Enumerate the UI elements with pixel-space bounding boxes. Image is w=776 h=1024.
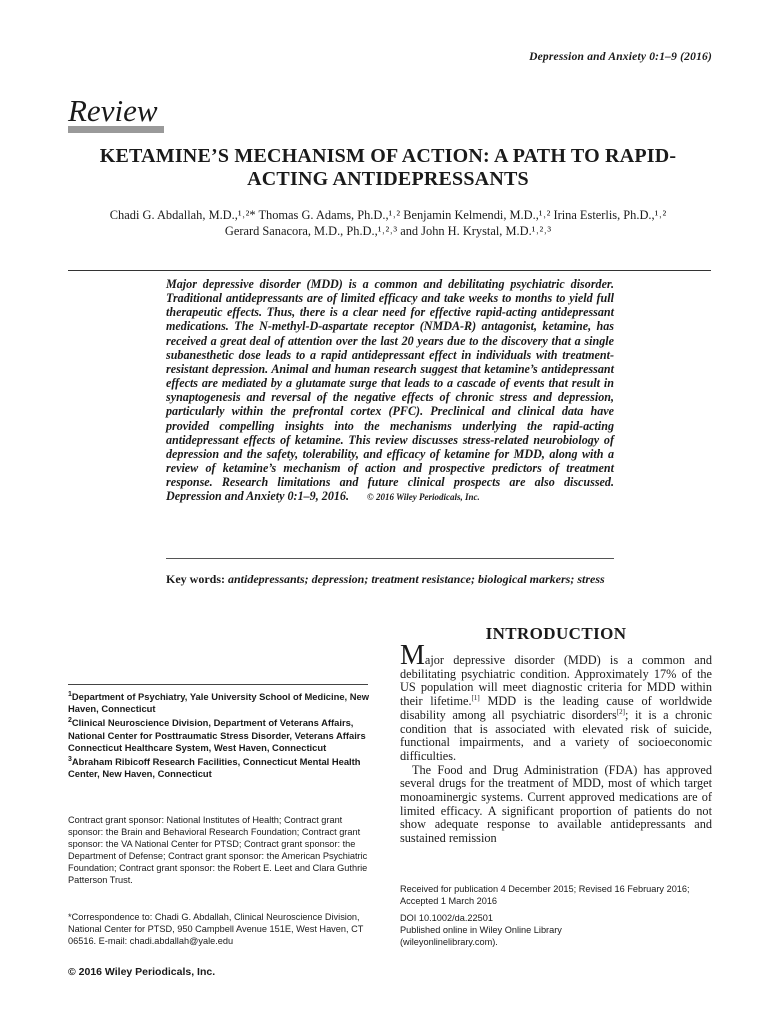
grant-sponsors: Contract grant sponsor: National Institutes of Health; Contract grant sponsor: the Brain and Behavioral Research Foundation; Contract grant sponsor: the VA National Center for PTSD; Contract grant sponsor: the Department of Defense; Contract grant sponsor: the American Psychiatric Foundation; Contract grant sponsor: the Robert E. Leet and Clara Guthrie Patterson Trust. — [68, 815, 368, 885]
author-line-2: Gerard Sanacora, M.D., Ph.D.,¹˒²˒³ and John H. Krystal, M.D.¹˒²˒³ — [224, 224, 552, 238]
journal-running-header: Depression and Anxiety 0:1–9 (2016) — [529, 51, 712, 63]
drop-cap: M — [400, 640, 425, 671]
author-line-1: Chadi G. Abdallah, M.D.,¹˒²* Thomas G. Adams, Ph.D.,¹˒² Benjamin Kelmendi, M.D.,¹˒² Irina Esterlis, Ph.D.,¹˒² — [109, 208, 667, 222]
article-title: KETAMINE’S MECHANISM OF ACTION: A PATH TO RAPID-ACTING ANTIDEPRESSANTS — [99, 145, 677, 190]
introduction-text-b: MDD is the leading cause of worldwide disability among all psychiatric disorders — [400, 694, 712, 722]
introduction-heading: INTRODUCTION — [485, 624, 627, 643]
introduction-body — [400, 640, 712, 846]
affiliation-2 — [68, 715, 374, 753]
author-list — [70, 207, 706, 239]
published-online-line-1: Published online in Wiley Online Library — [400, 925, 562, 935]
keywords — [166, 572, 614, 587]
affiliation-3 — [68, 754, 374, 780]
introduction-paragraph-1 — [400, 640, 712, 764]
keywords-label: Key words: — [166, 572, 225, 586]
affiliations — [68, 689, 374, 780]
doi[interactable]: DOI 10.1002/da.22501 — [400, 913, 493, 923]
introduction-text-a: ajor depressive disorder (MDD) is a common and debilitating psychiatric condition. Approximately 17% of the US population will meet diagnostic criteria for MDD within their lifetime. — [400, 653, 712, 709]
published-online-line-2: (wileyonlinelibrary.com). — [400, 937, 498, 947]
introduction-paragraph-2: The Food and Drug Administration (FDA) has approved several drugs for the treatment of MDD, most of which target monoaminergic systems. Current approved medications are of limited efficacy. A significant proportion of patients do not show adequate response to available antidepressants and sustained remission — [400, 762, 712, 846]
abstract — [166, 277, 614, 505]
footnote-divider — [68, 684, 368, 685]
affiliation-number: 1 — [68, 691, 72, 698]
reference-1[interactable]: [1] — [471, 694, 480, 703]
introduction-text-c: ; it is a chronic condition that is associated with elevated risk of suicide, functional impairments, and a variety of socioeconomic difficulties. — [400, 707, 712, 763]
footer-copyright: © 2016 Wiley Periodicals, Inc. — [68, 966, 216, 978]
section-label: Review — [68, 96, 164, 133]
affiliation-number: 3 — [68, 755, 72, 763]
received-dates: Received for publication 4 December 2015; Revised 16 February 2016; Accepted 1 March 2016 — [400, 884, 690, 906]
affiliation-1 — [68, 689, 374, 715]
abstract-copyright: © 2016 Wiley Periodicals, Inc. — [366, 492, 480, 503]
title-divider — [68, 270, 711, 271]
abstract-divider — [166, 558, 614, 559]
reference-2[interactable]: [2] — [616, 707, 625, 716]
abstract-text: Major depressive disorder (MDD) is a common and debilitating psychiatric disorder. Traditional antidepressants are of limited efficacy and take weeks to months to yield full therapeutic effects. Thus, there is a clear need for effective rapid-acting antidepressant medications. The N-methyl-D-aspartate receptor (NMDA-R) antagonist, ketamine, has received a great deal of attention over the last 20 years due to the discovery that a single subanesthetic dose leads to a rapid antidepressant effect in individuals with treatment-resistant depression. Animal and human research suggest that ketamine’s antidepressant effects are mediated by a glutamate surge that leads to a cascade of events that result in synaptogenesis and reversal of the negative effects of chronic stress and depression, particularly within the prefrontal cortex (PFC). Preclinical and clinical data have provided compelling insights into the mechanisms underlying the rapid-acting antidepressant effects of ketamine. This review discusses stress-related neurobiology of depression and the safety, tolerability, and efficacy of ketamine for MDD, along with a review of ketamine’s mechanism of action and prospective predictors of treatment response. Research limitations and future clinical prospects are also discussed. Depression and Anxiety 0:1–9, 2016. — [166, 277, 614, 504]
affiliation-text: Abraham Ribicoff Research Facilities, Connecticut Mental Health Center, New Haven, Connecticut — [68, 755, 361, 779]
keywords-text: antidepressants; depression; treatment resistance; biological markers; stress — [228, 572, 605, 586]
correspondence: *Correspondence to: Chadi G. Abdallah, Clinical Neuroscience Division, National Center for PTSD, 950 Campbell Avenue 151E, West Haven, CT 06516. E-mail: chadi.abdallah@yale.edu — [68, 912, 364, 946]
affiliation-number: 2 — [68, 717, 72, 725]
publication-info — [400, 912, 714, 948]
affiliation-text: Clinical Neuroscience Division, Department of Veterans Affairs, National Center for Posttraumatic Stress Disorder, Veterans Affairs Connecticut Healthcare System, West Haven, Connecticut — [68, 717, 366, 753]
affiliation-text: Department of Psychiatry, Yale University School of Medicine, New Haven, Connecticut — [68, 691, 370, 715]
